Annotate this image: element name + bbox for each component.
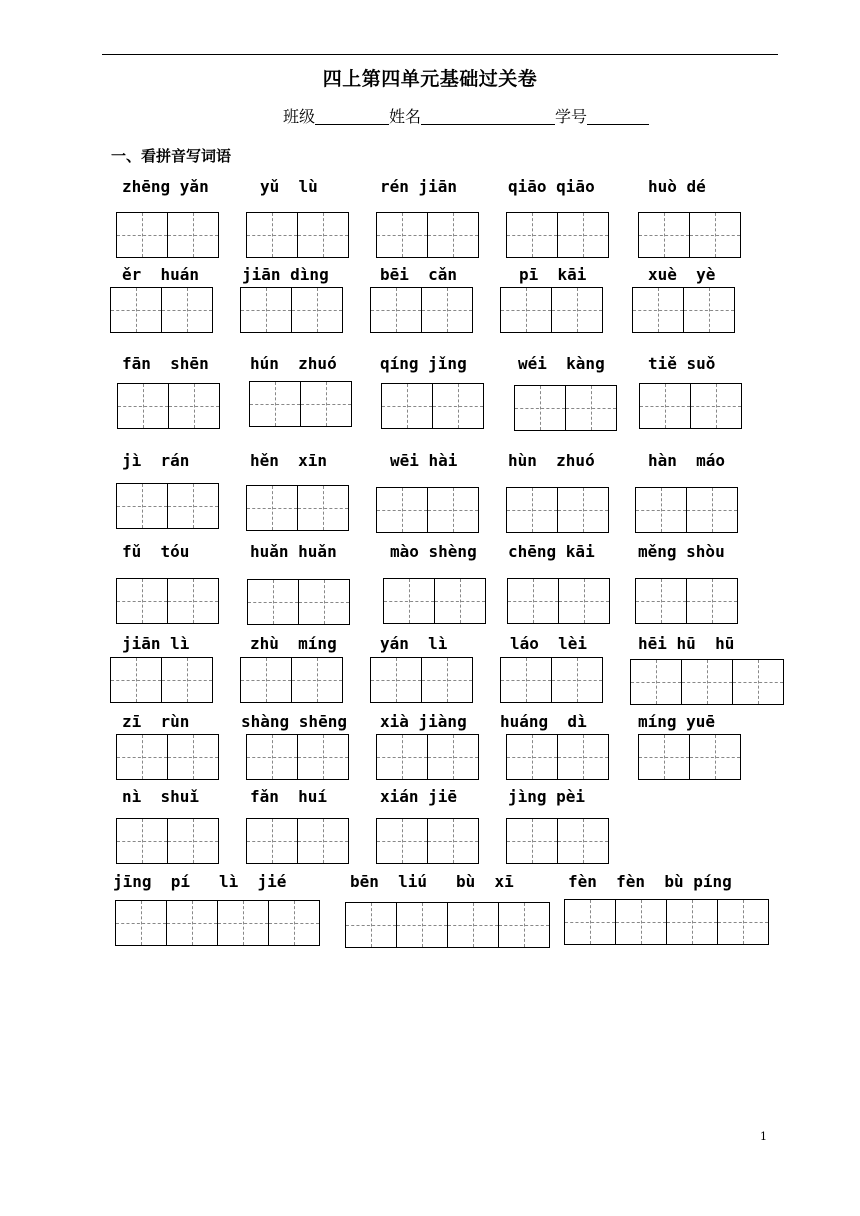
pinyin-label: wéi kàng (518, 354, 605, 373)
writing-grid (246, 734, 349, 780)
writing-grid (383, 578, 486, 624)
character-cell[interactable] (638, 734, 690, 780)
character-cell[interactable] (732, 659, 784, 705)
writing-grid (506, 818, 609, 864)
character-cell[interactable] (507, 578, 559, 624)
number-label: 学号 (555, 107, 588, 126)
character-cell[interactable] (635, 578, 687, 624)
pinyin-label: jìng pèi (508, 787, 586, 806)
character-cell[interactable] (166, 900, 218, 946)
writing-grid (370, 657, 473, 703)
writing-grid (117, 383, 220, 429)
character-cell[interactable] (240, 657, 292, 703)
character-cell[interactable] (551, 657, 603, 703)
writing-grid (249, 381, 352, 427)
pinyin-label: fèn fèn bù píng (568, 872, 732, 891)
character-cell[interactable] (370, 657, 422, 703)
character-cell[interactable] (500, 287, 552, 333)
pinyin-label: shàng shēng (241, 712, 347, 731)
pinyin-label: mào shèng (390, 542, 477, 561)
character-cell[interactable] (246, 485, 298, 531)
pinyin-label: nì shuǐ (122, 787, 200, 806)
writing-grid (376, 734, 479, 780)
character-cell[interactable] (249, 381, 301, 427)
writing-grid (630, 659, 784, 705)
pinyin-label: huò dé (648, 177, 706, 196)
name-blank[interactable] (421, 108, 555, 125)
pinyin-label: fǎn huí (250, 787, 328, 806)
character-cell[interactable] (297, 485, 349, 531)
class-label: 班级 (283, 107, 316, 126)
character-cell[interactable] (615, 899, 667, 945)
pinyin-label: fǔ tóu (122, 542, 190, 561)
character-cell[interactable] (300, 381, 352, 427)
character-cell[interactable] (427, 818, 479, 864)
pinyin-label: pī kāi (519, 265, 587, 284)
pinyin-label: bēn liú bù xī (350, 872, 514, 891)
character-cell[interactable] (246, 734, 298, 780)
page-number: 1 (760, 1130, 767, 1143)
writing-grid (240, 287, 343, 333)
character-cell[interactable] (167, 212, 219, 258)
writing-grid (345, 902, 550, 948)
character-cell[interactable] (690, 383, 742, 429)
writing-grid (116, 578, 219, 624)
writing-grid (246, 212, 349, 258)
writing-grid (638, 734, 741, 780)
character-cell[interactable] (565, 385, 617, 431)
writing-grid (240, 657, 343, 703)
writing-grid (376, 818, 479, 864)
pinyin-label: chēng kāi (508, 542, 595, 561)
character-cell[interactable] (432, 383, 484, 429)
pinyin-label: jiān lì (122, 634, 190, 653)
pinyin-label: yǔ lù (260, 177, 318, 196)
character-cell[interactable] (434, 578, 486, 624)
writing-grid (500, 287, 603, 333)
character-cell[interactable] (370, 287, 422, 333)
character-cell[interactable] (167, 818, 219, 864)
writing-grid (500, 657, 603, 703)
pinyin-label: huǎn huǎn (250, 542, 337, 561)
character-cell[interactable] (381, 383, 433, 429)
character-cell[interactable] (117, 383, 169, 429)
character-cell[interactable] (506, 487, 558, 533)
character-cell[interactable] (376, 818, 428, 864)
character-cell[interactable] (557, 818, 609, 864)
class-blank[interactable] (315, 108, 389, 125)
pinyin-label: rén jiān (380, 177, 458, 196)
writing-grid (370, 287, 473, 333)
character-cell[interactable] (291, 287, 343, 333)
character-cell[interactable] (376, 212, 428, 258)
character-cell[interactable] (686, 578, 738, 624)
pinyin-label: qiāo qiāo (508, 177, 595, 196)
writing-grid (246, 485, 349, 531)
number-blank[interactable] (587, 108, 649, 125)
pinyin-label: hùn zhuó (508, 451, 595, 470)
character-cell[interactable] (116, 818, 168, 864)
character-cell[interactable] (217, 900, 269, 946)
character-cell[interactable] (427, 487, 479, 533)
character-cell[interactable] (421, 657, 473, 703)
pinyin-label: hàn máo (648, 451, 726, 470)
writing-grid (564, 899, 769, 945)
pinyin-label: hēi hū hū (638, 634, 735, 653)
character-cell[interactable] (500, 657, 552, 703)
writing-grid (116, 818, 219, 864)
character-cell[interactable] (421, 287, 473, 333)
character-cell[interactable] (689, 212, 741, 258)
character-cell[interactable] (686, 487, 738, 533)
character-cell[interactable] (376, 487, 428, 533)
character-cell[interactable] (110, 287, 162, 333)
character-cell[interactable] (167, 578, 219, 624)
pinyin-label: hún zhuó (250, 354, 337, 373)
pinyin-label: jīng pí lì jié (113, 872, 287, 891)
writing-grid (247, 579, 350, 625)
pinyin-label: xuè yè (648, 265, 716, 284)
character-cell[interactable] (557, 734, 609, 780)
writing-grid (635, 578, 738, 624)
character-cell[interactable] (115, 900, 167, 946)
writing-grid (116, 212, 219, 258)
writing-grid (376, 212, 479, 258)
page-title: 四上第四单元基础过关卷 (322, 68, 538, 90)
character-cell[interactable] (116, 212, 168, 258)
pinyin-label: tiě suǒ (648, 354, 716, 373)
pinyin-label: xià jiàng (380, 712, 467, 731)
character-cell[interactable] (297, 734, 349, 780)
character-cell[interactable] (506, 734, 558, 780)
character-cell[interactable] (345, 902, 397, 948)
character-cell[interactable] (291, 657, 343, 703)
character-cell[interactable] (630, 659, 682, 705)
writing-grid (507, 578, 610, 624)
character-cell[interactable] (376, 734, 428, 780)
character-cell[interactable] (161, 657, 213, 703)
character-cell[interactable] (638, 212, 690, 258)
character-cell[interactable] (297, 212, 349, 258)
character-cell[interactable] (635, 487, 687, 533)
character-cell[interactable] (396, 902, 448, 948)
pinyin-label: yán lì (380, 634, 448, 653)
character-cell[interactable] (298, 579, 350, 625)
writing-grid (376, 487, 479, 533)
character-cell[interactable] (246, 818, 298, 864)
writing-grid (110, 657, 213, 703)
character-cell[interactable] (427, 734, 479, 780)
writing-grid (506, 487, 609, 533)
pinyin-label: láo lèi (510, 634, 588, 653)
header-rule (102, 54, 778, 55)
character-cell[interactable] (557, 487, 609, 533)
writing-grid (246, 818, 349, 864)
writing-grid (635, 487, 738, 533)
name-label: 姓名 (389, 107, 422, 126)
character-cell[interactable] (683, 287, 735, 333)
character-cell[interactable] (717, 899, 769, 945)
writing-grid (116, 734, 219, 780)
character-cell[interactable] (639, 383, 691, 429)
pinyin-label: huáng dì (500, 712, 587, 731)
section-title: 一、看拼音写词语 (111, 147, 232, 165)
pinyin-label: měng shòu (638, 542, 725, 561)
character-cell[interactable] (557, 212, 609, 258)
character-cell[interactable] (167, 483, 219, 529)
character-cell[interactable] (551, 287, 603, 333)
student-info-line (283, 104, 649, 127)
character-cell[interactable] (681, 659, 733, 705)
character-cell[interactable] (506, 212, 558, 258)
character-cell[interactable] (632, 287, 684, 333)
writing-grid (381, 383, 484, 429)
pinyin-label: fān shēn (122, 354, 209, 373)
pinyin-label: zhēng yǎn (122, 177, 209, 196)
pinyin-label: wēi hài (390, 451, 458, 470)
pinyin-label: hěn xīn (250, 451, 328, 470)
character-cell[interactable] (447, 902, 499, 948)
character-cell[interactable] (689, 734, 741, 780)
pinyin-label: zī rùn (122, 712, 190, 731)
character-cell[interactable] (514, 385, 566, 431)
pinyin-label: bēi cǎn (380, 265, 458, 284)
character-cell[interactable] (498, 902, 550, 948)
character-cell[interactable] (110, 657, 162, 703)
character-cell[interactable] (666, 899, 718, 945)
writing-grid (110, 287, 213, 333)
writing-grid (638, 212, 741, 258)
writing-grid (632, 287, 735, 333)
writing-grid (115, 900, 320, 946)
writing-grid (116, 483, 219, 529)
character-cell[interactable] (161, 287, 213, 333)
character-cell[interactable] (297, 818, 349, 864)
pinyin-label: jiān dìng (242, 265, 329, 284)
character-cell[interactable] (427, 212, 479, 258)
character-cell[interactable] (558, 578, 610, 624)
character-cell[interactable] (506, 818, 558, 864)
pinyin-label: qíng jǐng (380, 354, 467, 373)
pinyin-label: ěr huán (122, 265, 200, 284)
pinyin-label: jì rán (122, 451, 190, 470)
character-cell[interactable] (268, 900, 320, 946)
writing-grid (506, 212, 609, 258)
character-cell[interactable] (116, 483, 168, 529)
character-cell[interactable] (168, 383, 220, 429)
writing-grid (514, 385, 617, 431)
character-cell[interactable] (167, 734, 219, 780)
writing-grid (639, 383, 742, 429)
character-cell[interactable] (240, 287, 292, 333)
pinyin-label: zhù míng (250, 634, 337, 653)
character-cell[interactable] (383, 578, 435, 624)
writing-grid (506, 734, 609, 780)
pinyin-label: xián jiē (380, 787, 458, 806)
character-cell[interactable] (247, 579, 299, 625)
character-cell[interactable] (564, 899, 616, 945)
character-cell[interactable] (246, 212, 298, 258)
character-cell[interactable] (116, 734, 168, 780)
character-cell[interactable] (116, 578, 168, 624)
pinyin-label: míng yuē (638, 712, 716, 731)
